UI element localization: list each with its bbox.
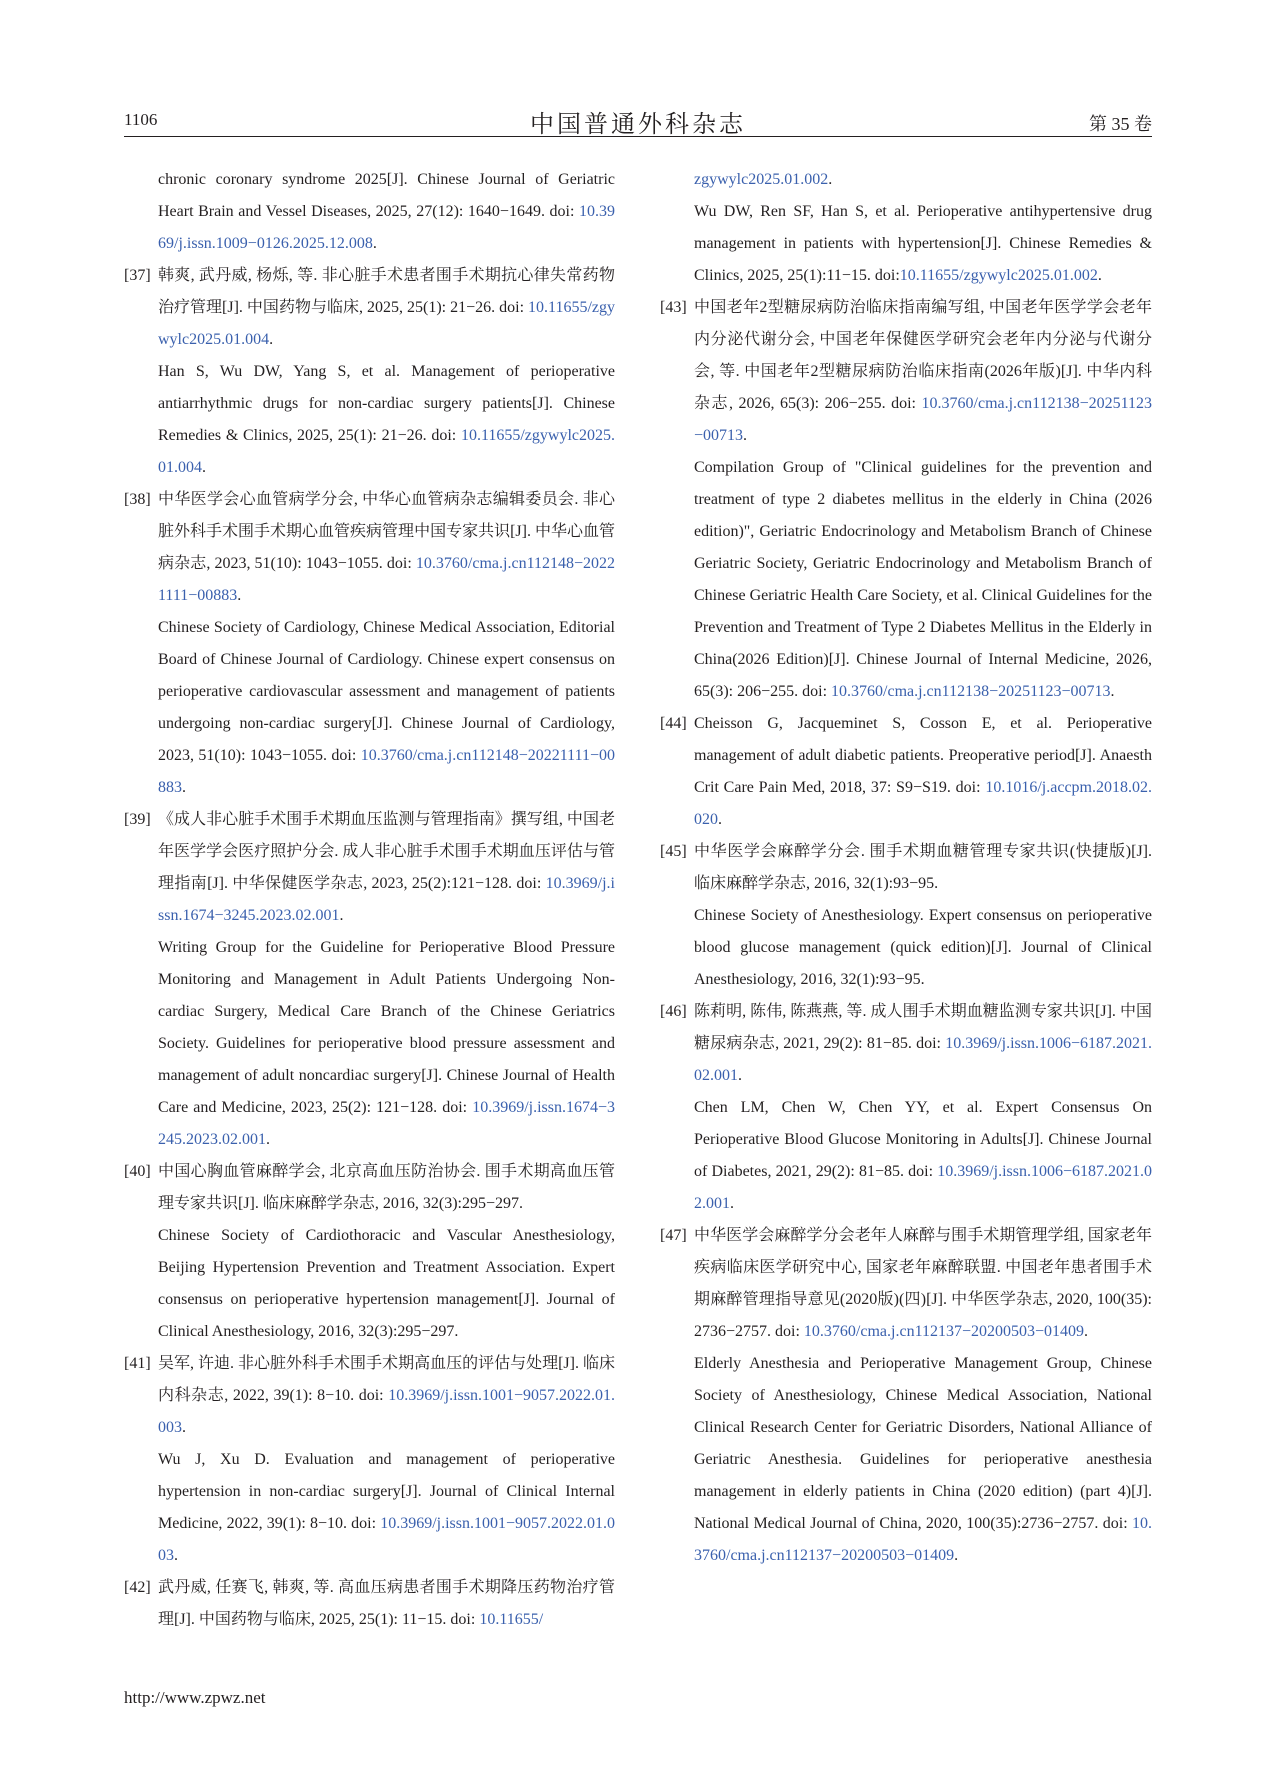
reference-number: [37] bbox=[124, 267, 151, 284]
reference-43-en: Compilation Group of "Clinical guidelines for the prevention and treatment of type 2 diabetes mellitus in the elderly in China (2026 edition)", Geriatric Endocrinology and Metabolism Branch of Chinese Geriatric Society, Geriatric Endocrinology and Metabolism Branch of Chinese Geriatric Health Care Society, et al. Clinical Guidelines for the Prevention and Treatment of Type 2 Diabetes Mellitus in the Elderly in China(2026 Edition)[J]. Chinese Journal of Internal Medicine, 2026, 65(3): 206−255. doi: 10.3760/cma.j.cn112138−20251123−00713. bbox=[694, 459, 1152, 700]
reference-text-en: Cheisson G, Jacqueminet S, Cosson E, et al. Perioperative management of adult diabetic patients. Preoperative period[J]. Anaesth Crit Care Pain Med, 2018, 37: S9−S19. doi: bbox=[694, 715, 1152, 796]
doi-link[interactable]: 10.3969/j.issn.1674−3245.2023.02.001 bbox=[158, 1099, 615, 1148]
reference-number: [39] bbox=[124, 811, 151, 828]
reference-text-en: Elderly Anesthesia and Perioperative Management Group, Chinese Society of Anesthesiology, Chinese Medical Association, National Clinical Research Center for Geriatric Disorders, National Alliance of Geriatric Anesthesia. Guidelines for perioperative anesthesia management in elderly patients in China (2020 edition) (part 4)[J]. National Medical Journal of China, 2020, 100(35):2736−2757. doi: bbox=[694, 1355, 1152, 1532]
reference-number: [38] bbox=[124, 491, 151, 508]
reference-38-en: Chinese Society of Cardiology, Chinese Medical Association, Editorial Board of Chinese Journal of Cardiology. Chinese expert consensus on perioperative cardiovascular assessment and management of patients undergoing non-cardiac surgery[J]. Chinese Journal of Cardiology, 2023, 51(10): 1043−1055. doi: 10.3760/cma.j.cn112148−20221111−00883. bbox=[158, 619, 616, 796]
reference-text-en: Han S, Wu DW, Yang S, et al. Management of perioperative antiarrhythmic drugs for non-cardiac surgery patients[J]. Chinese Remedies & Clinics, 2025, 25(1): 21−26. doi: bbox=[158, 363, 615, 444]
reference-text-cn: 陈莉明, 陈伟, 陈燕燕, 等. 成人围手术期血糖监测专家共识[J]. 中国糖尿病杂志, 2021, 29(2): 81−85. doi: bbox=[694, 1003, 1152, 1052]
reference-42-continuation: zgywylc2025.01.002. bbox=[694, 171, 833, 188]
reference-39: [39] 《成人非心脏手术围手术期血压监测与管理指南》撰写组, 中国老年医学学会医疗照护分会. 成人非心脏手术围手术期血压评估与管理指南[J]. 中华保健医学杂志, 2023, 25(2):121−128. doi: 10.3969/j.issn.1674−3245.2023.02.001. bbox=[124, 804, 615, 932]
doi-link[interactable]: 10.3760/cma.j.cn112137−20200503−01409 bbox=[694, 1515, 1152, 1564]
reference-number: [41] bbox=[124, 1355, 151, 1372]
doi-link[interactable]: 10.3760/cma.j.cn112148−20221111−00883 bbox=[158, 747, 616, 796]
doi-link[interactable]: 10.3969/j.issn.1674−3245.2023.02.001 bbox=[158, 875, 615, 924]
journal-title: 中国普通外科杂志 bbox=[530, 112, 746, 138]
doi-link[interactable]: 10.3760/cma.j.cn112138−20251123−00713 bbox=[694, 395, 1152, 444]
reference-41: [41] 吴军, 许迪. 非心脏外科手术围手术期高血压的评估与处理[J]. 临床内科杂志, 2022, 39(1): 8−10. doi: 10.3969/j.issn.1001−9057.2022.01.003. bbox=[124, 1348, 615, 1444]
reference-39-en: Writing Group for the Guideline for Perioperative Blood Pressure Monitoring and Management in Adult Patients Undergoing Non-cardiac Surgery, Medical Care Branch of the Chinese Geriatrics Society. Guidelines for perioperative blood pressure assessment and management of adult noncardiac surgery[J]. Chinese Journal of Health Care and Medicine, 2023, 25(2): 121−128. doi: 10.3969/j.issn.1674−3245.2023.02.001. bbox=[158, 939, 615, 1148]
volume-label: 第 35 卷 bbox=[1089, 114, 1152, 134]
reference-text-cn: 中华医学会心血管病学分会, 中华心血管病杂志编辑委员会. 非心脏外科手术围手术期心血管疾病管理中国专家共识[J]. 中华心血管病杂志, 2023, 51(10): 1043−1055. doi: bbox=[158, 491, 615, 572]
reference-text-cn: 韩爽, 武丹威, 杨烁, 等. 非心脏手术患者围手术期抗心律失常药物治疗管理[J]. 中国药物与临床, 2025, 25(1): 21−26. doi: bbox=[158, 267, 615, 316]
doi-link[interactable]: 10.3760/cma.j.cn112137−20200503−01409 bbox=[803, 1323, 1085, 1340]
doi-link[interactable]: 10.3969/j.issn.1006−6187.2021.02.001 bbox=[694, 1035, 1152, 1084]
reference-44: [44] Cheisson G, Jacqueminet S, Cosson E, et al. Perioperative management of adult diabetic patients. Preoperative period[J]. Anaesth Crit Care Pain Med, 2018, 37: S9−S19. doi: 10.1016/j.accpm.2018.02.020. bbox=[660, 708, 1152, 836]
reference-number: [47] bbox=[660, 1227, 687, 1244]
reference-37-en: Han S, Wu DW, Yang S, et al. Management of perioperative antiarrhythmic drugs for non-cardiac surgery patients[J]. Chinese Remedies & Clinics, 2025, 25(1): 21−26. doi: 10.11655/zgywylc2025.01.004. bbox=[158, 363, 616, 476]
reference-number: [45] bbox=[660, 843, 687, 860]
reference-42-en: Wu DW, Ren SF, Han S, et al. Perioperative antihypertensive drug management in patients with hypertension[J]. Chinese Remedies & Clinics, 2025, 25(1):11−15. doi:10.11655/zgywylc2025.01.002. bbox=[694, 203, 1152, 284]
reference-continuation: chronic coronary syndrome 2025[J]. Chinese Journal of Geriatric Heart Brain and Vessel Diseases, 2025, 27(12): 1640−1649. doi: 10.3969/j.issn.1009−0126.2025.12.008. bbox=[158, 171, 616, 252]
reference-number: [43] bbox=[660, 299, 687, 316]
reference-text-en: Wu DW, Ren SF, Han S, et al. Perioperative antihypertensive drug management in patients with hypertension[J]. Chinese Remedies & Clinics, 2025, 25(1):11−15. doi: bbox=[694, 203, 1152, 284]
reference-text-en: Chinese Society of Cardiology, Chinese Medical Association, Editorial Board of Chinese Journal of Cardiology. Chinese expert consensus on perioperative cardiovascular assessment and management of patients undergoing non-cardiac surgery[J]. Chinese Journal of Cardiology, 2023, 51(10): 1043−1055. doi: bbox=[158, 619, 615, 764]
reference-text-en: Chinese Society of Cardiothoracic and Vascular Anesthesiology, Beijing Hypertension Prevention and Treatment Association. Expert consensus on perioperative hypertension management[J]. Journal of Clinical Anesthesiology, 2016, 32(3):295−297. bbox=[158, 1227, 615, 1340]
page-number: 1106 bbox=[124, 110, 158, 129]
reference-text-en: Wu J, Xu D. Evaluation and management of perioperative hypertension in non-cardiac surgery[J]. Journal of Clinical Internal Medicine, 2022, 39(1): 8−10. doi: bbox=[158, 1451, 615, 1532]
reference-text-en: Chen LM, Chen W, Chen YY, et al. Expert Consensus On Perioperative Blood Glucose Monitoring in Adults[J]. Chinese Journal of Diabetes, 2021, 29(2): 81−85. doi: bbox=[694, 1099, 1152, 1180]
reference-number: [40] bbox=[124, 1163, 151, 1180]
reference-number: [42] bbox=[124, 1579, 151, 1596]
doi-link[interactable]: 10.3969/j.issn.1001−9057.2022.01.003 bbox=[158, 1387, 615, 1436]
doi-link[interactable]: 10.11655/zgywylc2025.01.002 bbox=[899, 267, 1098, 284]
footer-url[interactable]: http://www.zpwz.net bbox=[124, 1688, 266, 1707]
doi-link[interactable]: 10.3760/cma.j.cn112138−20251123−00713 bbox=[831, 683, 1111, 700]
doi-link[interactable]: zgywylc2025.01.002 bbox=[694, 171, 829, 188]
reference-text-cn: 中华医学会麻醉学分会老年人麻醉与围手术期管理学组, 国家老年疾病临床医学研究中心, 国家老年麻醉联盟. 中国老年患者围手术期麻醉管理指导意见(2020版)(四)[J]. 中华医学杂志, 2020, 100(35): 2736−2757. doi: bbox=[694, 1227, 1152, 1340]
reference-45 bbox=[660, 836, 1152, 900]
reference-text-cn: 中国心胸血管麻醉学会, 北京高血压防治协会. 围手术期高血压管理专家共识[J]. 临床麻醉学杂志, 2016, 32(3):295−297. bbox=[158, 1163, 615, 1212]
reference-46-en: Chen LM, Chen W, Chen YY, et al. Expert Consensus On Perioperative Blood Glucose Monitoring in Adults[J]. Chinese Journal of Diabetes, 2021, 29(2): 81−85. doi: 10.3969/j.issn.1006−6187.2021.02.001. bbox=[694, 1099, 1153, 1212]
doi-link[interactable]: 10.11655/zgywylc2025.01.004 bbox=[158, 299, 615, 348]
doi-link[interactable]: 10.3969/j.issn.1001−9057.2022.01.003 bbox=[158, 1515, 616, 1564]
reference-47-en: Elderly Anesthesia and Perioperative Management Group, Chinese Society of Anesthesiology, Chinese Medical Association, National Clinical Research Center for Geriatric Disorders, National Alliance of Geriatric Anesthesia. Guidelines for perioperative anesthesia management in elderly patients in China (2020 edition) (part 4)[J]. National Medical Journal of China, 2020, 100(35):2736−2757. doi: 10.3760/cma.j.cn112137−20200503−01409. bbox=[694, 1355, 1152, 1564]
reference-46: [46] 陈莉明, 陈伟, 陈燕燕, 等. 成人围手术期血糖监测专家共识[J]. 中国糖尿病杂志, 2021, 29(2): 81−85. doi: 10.3969/j.issn.1006−6187.2021.02.001. bbox=[660, 996, 1152, 1092]
reference-number: [46] bbox=[660, 1003, 687, 1020]
reference-text-en: Writing Group for the Guideline for Perioperative Blood Pressure Monitoring and Management in Adult Patients Undergoing Non-cardiac Surgery, Medical Care Branch of the Chinese Geriatrics Society. Guidelines for perioperative blood pressure assessment and management of adult noncardiac surgery[J]. Chinese Journal of Health Care and Medicine, 2023, 25(2): 121−128. doi: bbox=[158, 939, 615, 1116]
reference-text-en: chronic coronary syndrome 2025[J]. Chinese Journal of Geriatric Heart Brain and Vessel Diseases, 2025, 27(12): 1640−1649. doi: bbox=[158, 171, 615, 220]
reference-text-en: Chinese Society of Anesthesiology. Expert consensus on perioperative blood glucose management (quick edition)[J]. Journal of Clinical Anesthesiology, 2016, 32(1):93−95. bbox=[694, 907, 1152, 988]
reference-43: [43] 中国老年2型糖尿病防治临床指南编写组, 中国老年医学学会老年内分泌代谢分会, 中国老年保健医学研究会老年内分泌与代谢分会, 等. 中国老年2型糖尿病防治临床指南(2026年版)[J]. 中华内科杂志, 2026, 65(3): 206−255. doi: 10.3760/cma.j.cn112138−20251123−00713. bbox=[660, 292, 1152, 452]
doi-link[interactable]: 10.1016/j.accpm.2018.02.020 bbox=[694, 779, 1152, 828]
left-column bbox=[124, 164, 615, 1636]
doi-link[interactable]: 10.3969/j.issn.1006−6187.2021.02.001 bbox=[694, 1163, 1153, 1212]
reference-number: [44] bbox=[660, 715, 687, 732]
reference-text-en: Compilation Group of "Clinical guidelines for the prevention and treatment of type 2 diabetes mellitus in the elderly in China (2026 edition)", Geriatric Endocrinology and Metabolism Branch of Chinese Geriatric Society, Geriatric Endocrinology and Metabolism Branch of Chinese Geriatric Health Care Society, et al. Clinical Guidelines for the Prevention and Treatment of Type 2 Diabetes Mellitus in the Elderly in China(2026 Edition)[J]. Chinese Journal of Internal Medicine, 2026, 65(3): 206−255. doi: bbox=[694, 459, 1152, 700]
reference-37: [37] 韩爽, 武丹威, 杨烁, 等. 非心脏手术患者围手术期抗心律失常药物治疗管理[J]. 中国药物与临床, 2025, 25(1): 21−26. doi: 10.11655/zgywylc2025.01.004. bbox=[124, 260, 615, 356]
reference-40-en bbox=[124, 1220, 615, 1348]
reference-text-cn: 吴军, 许迪. 非心脏外科手术围手术期高血压的评估与处理[J]. 临床内科杂志, 2022, 39(1): 8−10. doi: bbox=[158, 1355, 615, 1404]
reference-45-en bbox=[660, 900, 1152, 996]
right-column bbox=[660, 164, 1152, 1572]
reference-42 bbox=[124, 1572, 615, 1636]
reference-47: [47] 中华医学会麻醉学分会老年人麻醉与围手术期管理学组, 国家老年疾病临床医学研究中心, 国家老年麻醉联盟. 中国老年患者围手术期麻醉管理指导意见(2020版)(四)[J]. 中华医学杂志, 2020, 100(35): 2736−2757. doi: 10.3760/cma.j.cn112137−20200503−01409. bbox=[660, 1220, 1152, 1348]
reference-41-en: Wu J, Xu D. Evaluation and management of perioperative hypertension in non-cardiac surgery[J]. Journal of Clinical Internal Medicine, 2022, 39(1): 8−10. doi: 10.3969/j.issn.1001−9057.2022.01.003. bbox=[158, 1451, 616, 1564]
doi-link[interactable]: 10.11655/ bbox=[479, 1611, 544, 1628]
header-rule bbox=[124, 136, 1152, 137]
doi-link[interactable]: 10.3760/cma.j.cn112148−20221111−00883 bbox=[158, 555, 615, 604]
reference-text-cn: 《成人非心脏手术围手术期血压监测与管理指南》撰写组, 中国老年医学学会医疗照护分会. 成人非心脏手术围手术期血压评估与管理指南[J]. 中华保健医学杂志, 2023, 25(2):121−128. doi: bbox=[158, 811, 615, 892]
doi-link[interactable]: 10.11655/zgywylc2025.01.004 bbox=[158, 427, 616, 476]
reference-text-cn: 中国老年2型糖尿病防治临床指南编写组, 中国老年医学学会老年内分泌代谢分会, 中国老年保健医学研究会老年内分泌与代谢分会, 等. 中国老年2型糖尿病防治临床指南(2026年版)[J]. 中华内科杂志, 2026, 65(3): 206−255. doi: bbox=[694, 299, 1152, 412]
reference-text-cn: 武丹威, 任赛飞, 韩爽, 等. 高血压病患者围手术期降压药物治疗管理[J]. 中国药物与临床, 2025, 25(1): 11−15. doi: bbox=[158, 1579, 615, 1628]
reference-text-cn: 中华医学会麻醉学分会. 围手术期血糖管理专家共识(快捷版)[J]. 临床麻醉学杂志, 2016, 32(1):93−95. bbox=[694, 843, 1152, 892]
doi-link[interactable]: 10.3969/j.issn.1009−0126.2025.12.008 bbox=[158, 203, 616, 252]
reference-38: [38] 中华医学会心血管病学分会, 中华心血管病杂志编辑委员会. 非心脏外科手术围手术期心血管疾病管理中国专家共识[J]. 中华心血管病杂志, 2023, 51(10): 1043−1055. doi: 10.3760/cma.j.cn112148−20221111−00883. bbox=[124, 484, 615, 612]
reference-40 bbox=[124, 1156, 615, 1220]
